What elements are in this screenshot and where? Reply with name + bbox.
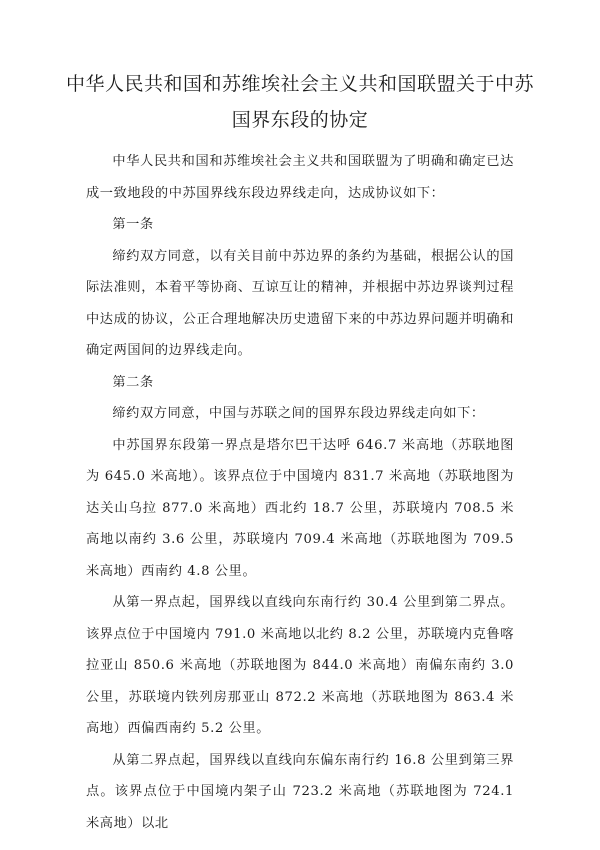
document-title: 中华人民共和国和苏维埃社会主义共和国联盟关于中苏国界东段的协定 xyxy=(65,73,534,131)
boundary-point-3-paragraph: 从第二界点起，国界线以直线向东偏东南行约 16.8 公里到第三界点。该界点位于中国境内架子山 723.2 米高地（苏联地图为 724.1 米高地）以北 xyxy=(86,752,514,831)
document-body xyxy=(86,146,514,839)
article-1-paragraph: 缔约双方同意，以有关目前中苏边界的条约为基础，根据公认的国际法准则，本着平等协商、互谅互让的精神，并根据中苏边界谈判过程中达成的协议，公正合理地解决历史遗留下来的中苏边界问题并明确和确定两国间的边界线走向。 xyxy=(86,248,514,358)
boundary-point-2-paragraph: 从第一界点起，国界线以直线向东南行约 30.4 公里到第二界点。该界点位于中国境内 791.0 米高地以北约 8.2 公里，苏联境内克鲁喀拉亚山 850.6 米高地（苏联地图为 844.0 米高地）南偏东南约 3.0 公里，苏联境内铁列房那亚山 872.2 米高地（苏联地图为 863.4 米高地）西偏西南约 5.2 公里。 xyxy=(86,595,514,736)
article-1-heading: 第一条 xyxy=(112,217,154,232)
article-2-intro-paragraph: 缔约双方同意，中国与苏联之间的国界东段边界线走向如下： xyxy=(112,406,485,421)
article-2-heading: 第二条 xyxy=(112,374,154,390)
boundary-point-1-paragraph: 中苏国界东段第一界点是塔尔巴干达呼 646.7 米高地（苏联地图为 645.0 米高地）。该界点位于中国境内 831.7 米高地（苏联地图为达关山乌拉 877.0 米高地）西北约 18.7 公里，苏联境内 708.5 米高地以南约 3.6 公里，苏联境内 709.4 米高地（苏联地图为 709.5 米高地）西南约 4.8 公里。 xyxy=(86,437,514,579)
intro-paragraph: 中华人民共和国和苏维埃社会主义共和国联盟为了明确和确定已达成一致地段的中苏国界线东段边界线走向，达成协议如下： xyxy=(86,154,514,201)
